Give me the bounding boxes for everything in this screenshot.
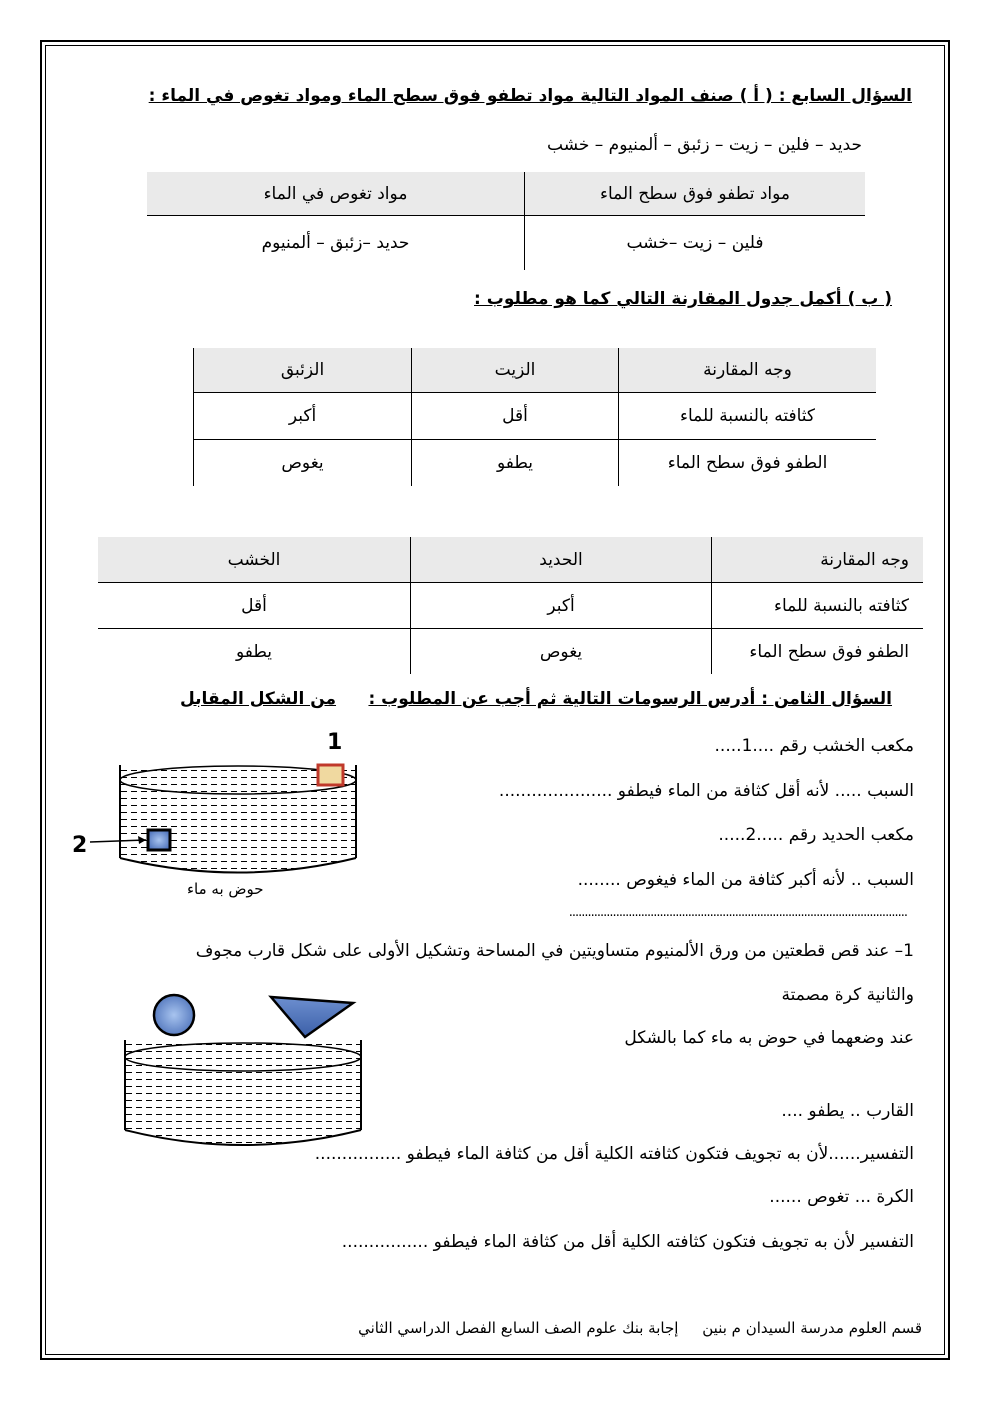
label-1: 1 [327,730,343,755]
q8-line-wood: مكعب الخشب رقم ....1..... [714,736,914,756]
ball-answer: الكرة ... تغوص ...... [769,1187,914,1207]
label-2: 2 [72,833,88,858]
wood-cube [318,765,343,785]
compare-table-1 [193,348,876,486]
q8-line-wood-reason: السبب ..... لأنه أقل كثافة من الماء فيطفو ..................... [498,781,914,801]
compare-table-2 [98,537,923,674]
compare2-header-aspect: وجه المقارنة [711,537,923,582]
classify-cell-sink: حديد –زئبق – ألمنيوم [261,233,410,253]
compare1-r1-mercury: أكبر [193,393,411,439]
extra-line-3: عند وضعهما في حوض به ماء كما بالشكل [624,1028,914,1048]
classify-header-sink: مواد تغوص في الماء [147,172,524,215]
compare1-r1-aspect: كثافته بالنسبة للماء [618,393,876,439]
classify-header-float: مواد تطفو فوق سطح الماء [524,172,865,215]
tank-figure-2 [115,985,375,1165]
q8-line-iron: مكعب الحديد رقم .....2..... [718,825,914,845]
q7-title: السؤال السابع : ( أ ) صنف المواد التالية مواد تطفو فوق سطح الماء ومواد تغوص في الماء : [148,86,912,106]
compare1-header-aspect: وجه المقارنة [618,348,876,392]
compare1-header-oil: الزيت [411,348,618,392]
compare1-r1-oil: أقل [411,393,618,439]
compare2-header-iron: الحديد [410,537,711,582]
solid-ball [154,995,194,1035]
compare2-r2-wood: يطفو [235,641,273,662]
q8-title-ref: من الشكل المقابل [180,689,337,709]
classify-cell-float: فلين – زيت –خشب [524,216,865,270]
compare2-r2-aspect: الطفو فوق سطح الماء [711,629,923,674]
compare1-header-mercury: الزئبق [193,348,411,392]
extra-line-1: 1– عند قص قطعتين من ورق الألمنيوم متساويتين في المساحة وتشكيل الأولى على شكل قارب مجوف [195,941,914,961]
compare1-r2-oil: يطفو [411,440,618,486]
compare2-r1-iron: أكبر [410,583,711,628]
q7-part-b-title: ( ب ) أكمل جدول المقارنة التالي كما هو مطلوب : [474,289,892,309]
hollow-boat [271,997,353,1037]
compare2-r1-wood: أقل [241,595,267,616]
boat-answer: القارب .. يطفو .... [781,1101,914,1121]
compare2-r2-iron: يغوص [410,629,711,674]
footer: قسم العلوم مدرسة السيدان م بنين إجابة بنك علوم الصف السابع الفصل الدراسي الثاني [358,1319,922,1337]
q8-dotted-line: ............................................................................................................ [568,905,907,920]
ball-reason: التفسير لأن به تجويف فتكون كثافته الكلية أقل من كثافة الماء فيطفو ................ [341,1232,914,1252]
extra-line-2: والثانية كرة مصمتة [781,985,914,1005]
compare1-r2-aspect: الطفو فوق سطح الماء [618,440,876,486]
compare1-r2-mercury: يغوص [193,440,411,486]
tank1-caption: حوض به ماء [187,880,264,898]
compare2-r1-aspect: كثافته بالنسبة للماء [711,583,923,628]
tank2-water-surface [125,1043,361,1071]
iron-cube [148,830,170,850]
classify-table [147,172,865,270]
q8-title: السؤال الثامن : أدرس الرسومات التالية ثم أجب عن المطلوب : [368,689,892,709]
boat-reason: التفسير......لأن به تجويف فتكون كثافته الكلية أقل من كثافة الماء فيطفو ................ [314,1144,914,1164]
q8-line-iron-reason: السبب .. لأنه أكبر كثافة من الماء فيغوص ........ [577,870,914,890]
compare2-header-wood: الخشب [98,537,410,582]
q7-materials: حديد – فلين – زيت – زئبق – ألمنيوم – خشب [547,135,862,155]
